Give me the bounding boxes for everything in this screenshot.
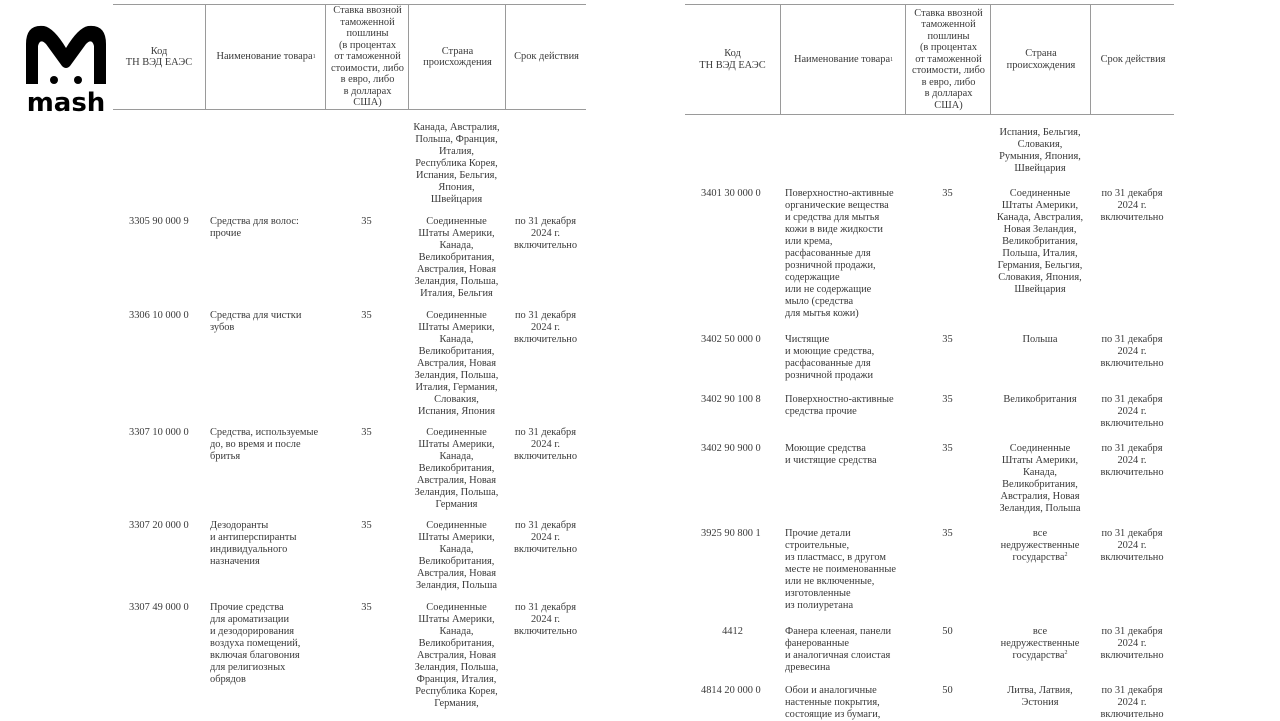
row-code: 3402 90 100 8 bbox=[701, 394, 761, 405]
row-name: Средства для чистки зубов bbox=[210, 310, 302, 333]
header-rate: Ставка ввозной таможенной пошлины (в процентах от таможенной стоимости, либо в евро, либо в долларах США) bbox=[905, 5, 991, 114]
carryover-country: Канада, Австралия, Польша, Франция, Италия, Республика Корея, Испания, Бельгия, Япония, Швейцария bbox=[413, 122, 500, 205]
header-term: Срок действия bbox=[505, 5, 587, 109]
row-country bbox=[990, 528, 1090, 564]
row-code: 4814 20 000 0 bbox=[701, 685, 761, 696]
row-country bbox=[990, 626, 1090, 662]
mash-logo-icon bbox=[22, 22, 110, 114]
row-term: по 31 декабря 2024 г. включительно bbox=[513, 602, 578, 637]
row-rate: 35 bbox=[942, 334, 953, 345]
row-name: Поверхностно-активные органические вещества и средства для мытья кожи в виде жидкости или крема, расфасованные для розничной продажи, содержащие или не содержащие мыло (средства для мытья кожи) bbox=[785, 188, 894, 319]
row-term: по 31 декабря 2024 г. включительно bbox=[1100, 334, 1164, 369]
row-country: Соединенные Штаты Америки, Канада, Великобритания, Австралия, Новая Зеландия, Польша, Франция, Италия, Республика Корея, Германия, bbox=[414, 602, 499, 709]
header-name-text: Наименование товара bbox=[216, 51, 313, 63]
row-country: Соединенные Штаты Америки, Канада, Австралия, Новая Зеландия, Великобритания, Польша, Италия, Германия, Бельгия, Словакия, Япония, Швейцария bbox=[996, 188, 1084, 295]
row-country: Литва, Латвия, Эстония bbox=[1007, 685, 1073, 708]
header-rate: Ставка ввозной таможенной пошлины (в процентах от таможенной стоимости, либо в евро, либо в долларах США) bbox=[325, 5, 409, 109]
row-rate: 35 bbox=[942, 188, 953, 199]
row-name: Чистящие и моющие средства, расфасованные для розничной продажи bbox=[785, 334, 875, 381]
row-code: 3307 20 000 0 bbox=[129, 520, 189, 531]
row-code: 3307 10 000 0 bbox=[129, 427, 189, 438]
row-term: по 31 декабря 2024 г. включительно bbox=[513, 427, 578, 462]
row-code: 3307 49 000 0 bbox=[129, 602, 189, 613]
row-code: 3306 10 000 0 bbox=[129, 310, 189, 321]
header-name: Наименование товара 1 bbox=[205, 5, 326, 109]
row-country-text: все недружественные государства bbox=[1000, 528, 1080, 563]
row-code: 3401 30 000 0 bbox=[701, 188, 761, 199]
row-country: Соединенные Штаты Америки, Канада, Великобритания, Австралия, Новая Зеландия, Польша bbox=[999, 443, 1081, 514]
mash-wordmark: mash bbox=[26, 88, 106, 114]
row-term: по 31 декабря 2024 г. включительно bbox=[513, 216, 578, 251]
row-term: по 31 декабря 2024 г. включительно bbox=[1100, 626, 1164, 661]
row-country: Соединенные Штаты Америки, Канада, Великобритания, Австралия, Новая Зеландия, Польша, Италия, Германия, Словакия, Испания, Япония bbox=[414, 310, 499, 417]
row-country: Великобритания bbox=[1003, 394, 1077, 405]
row-name: Средства для волос: прочие bbox=[210, 216, 299, 239]
row-name: Обои и аналогичные настенные покрытия, состоящие из бумаги, bbox=[785, 685, 881, 720]
header-country: Страна происхождения bbox=[408, 5, 506, 109]
row-country: Соединенные Штаты Америки, Канада, Великобритания, Австралия, Новая Зеландия, Польша, Италия, Бельгия bbox=[414, 216, 499, 299]
row-code: 3402 90 900 0 bbox=[701, 443, 761, 454]
header-name-text: Наименование товара bbox=[793, 53, 891, 65]
row-name: Фанера клееная, панели фанерованные и аналогичная слоистая древесина bbox=[785, 626, 892, 673]
mash-logo bbox=[22, 22, 110, 114]
footnote-mark: 2 bbox=[1064, 552, 1068, 558]
header-term: Срок действия bbox=[1090, 5, 1175, 114]
table-header bbox=[113, 4, 586, 110]
table-header bbox=[685, 4, 1174, 115]
row-rate: 35 bbox=[942, 443, 953, 454]
row-rate: 50 bbox=[942, 626, 953, 637]
row-rate: 35 bbox=[942, 394, 953, 405]
row-name: Моющие средства и чистящие средства bbox=[785, 443, 877, 466]
row-term: по 31 декабря 2024 г. включительно bbox=[1100, 685, 1164, 720]
row-name: Прочие средства для ароматизации и дезодорирования воздуха помещений, включая благовония для религиозных обрядов bbox=[210, 602, 301, 685]
row-country: Соединенные Штаты Америки, Канада, Великобритания, Австралия, Новая Зеландия, Польша bbox=[415, 520, 498, 591]
row-rate: 35 bbox=[361, 216, 372, 227]
header-code: Код ТН ВЭД ЕАЭС bbox=[699, 48, 766, 71]
row-name: Поверхностно-активные средства прочие bbox=[785, 394, 894, 417]
row-term: по 31 декабря 2024 г. включительно bbox=[1100, 394, 1164, 429]
row-code: 3925 90 800 1 bbox=[701, 528, 761, 539]
row-rate: 50 bbox=[942, 685, 953, 696]
row-code: 3402 50 000 0 bbox=[701, 334, 761, 345]
row-code: 4412 bbox=[722, 626, 743, 637]
header-name: Наименование товара 1 bbox=[780, 5, 906, 114]
row-country-text: все недружественные государства bbox=[1000, 626, 1080, 661]
row-term: по 31 декабря 2024 г. включительно bbox=[1100, 443, 1164, 478]
row-term: по 31 декабря 2024 г. включительно bbox=[513, 310, 578, 345]
row-rate: 35 bbox=[361, 310, 372, 321]
row-country: Польша bbox=[1022, 334, 1058, 345]
carryover-country: Испания, Бельгия, Словакия, Румыния, Япония, Швейцария bbox=[999, 127, 1081, 174]
row-rate: 35 bbox=[361, 602, 372, 613]
row-rate: 35 bbox=[361, 427, 372, 438]
row-term: по 31 декабря 2024 г. включительно bbox=[1100, 528, 1164, 563]
row-term: по 31 декабря 2024 г. включительно bbox=[1100, 188, 1164, 223]
row-term: по 31 декабря 2024 г. включительно bbox=[513, 520, 578, 555]
header-country: Страна происхождения bbox=[990, 5, 1091, 114]
row-rate: 35 bbox=[361, 520, 372, 531]
row-code: 3305 90 000 9 bbox=[129, 216, 189, 227]
row-rate: 35 bbox=[942, 528, 953, 539]
row-name: Дезодоранты и антиперспиранты индивидуального назначения bbox=[210, 520, 297, 567]
row-name: Прочие детали строительные, из пластмасс, в другом месте не поименованные или не включенные, изготовленные из полиуретана bbox=[785, 528, 896, 611]
row-country: Соединенные Штаты Америки, Канада, Великобритания, Австралия, Новая Зеландия, Польша, Германия bbox=[414, 427, 499, 510]
row-name: Средства, используемые до, во время и после бритья bbox=[210, 427, 319, 462]
footnote-mark: 2 bbox=[1064, 650, 1068, 656]
header-code: Код ТН ВЭД ЕАЭС bbox=[125, 45, 193, 68]
